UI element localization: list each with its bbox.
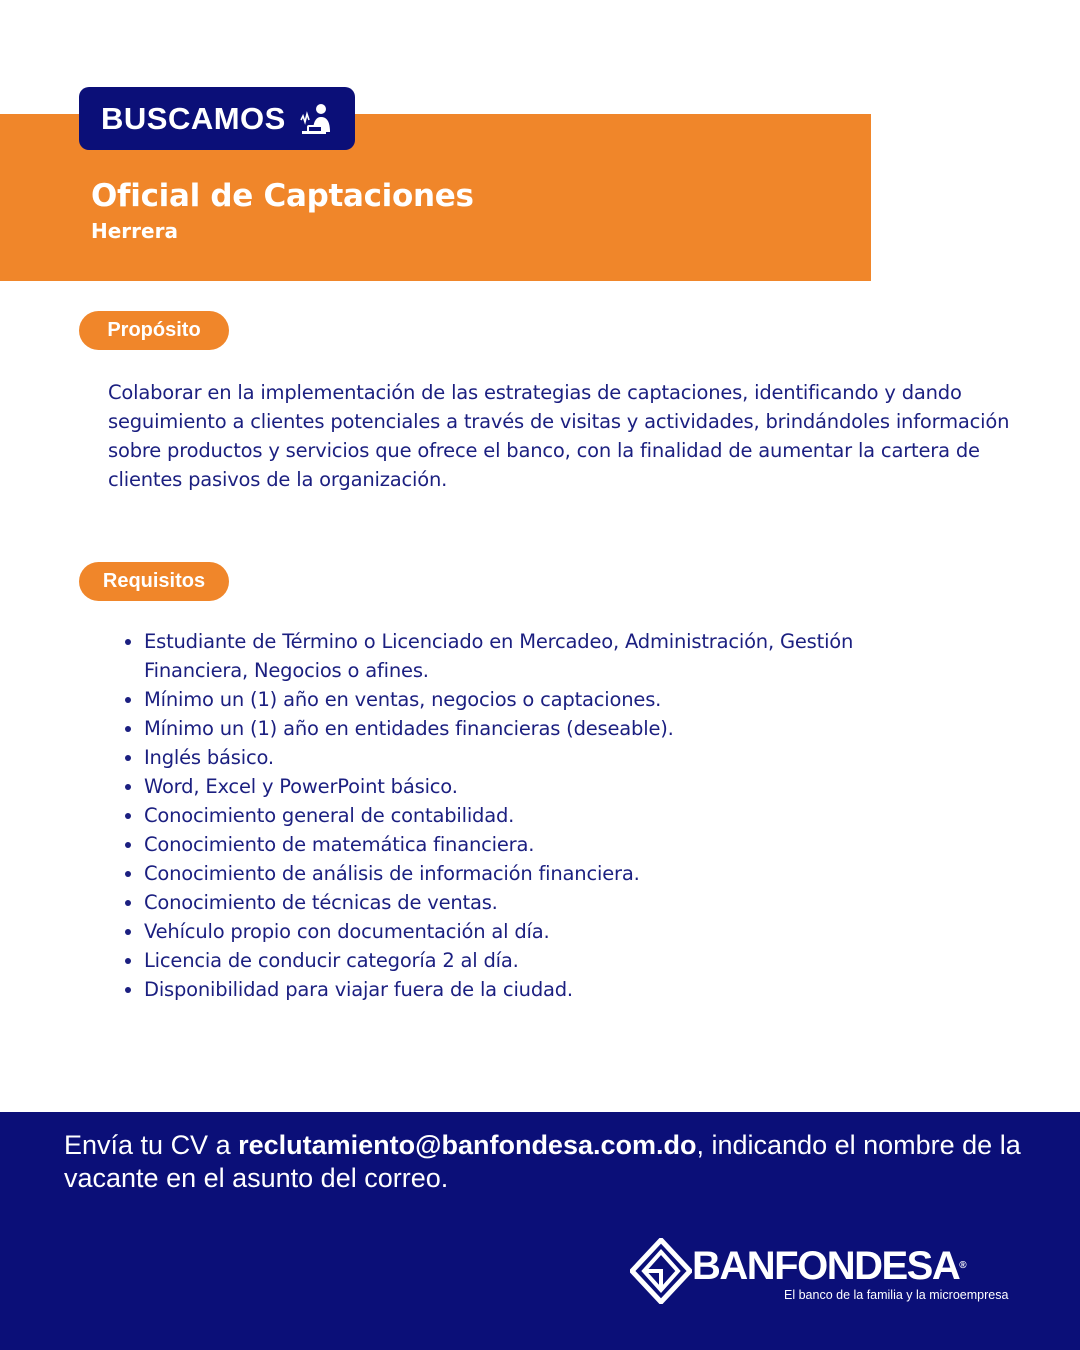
- brand-tagline: El banco de la familia y la microempresa: [784, 1288, 1009, 1302]
- job-title: Oficial de Captaciones: [91, 178, 474, 214]
- list-item: • Conocimiento general de contabilidad.: [144, 801, 928, 830]
- list-item: • Inglés básico.: [144, 743, 928, 772]
- list-item: • Licencia de conducir categoría 2 al día.: [144, 946, 928, 975]
- purpose-section-label: Propósito: [79, 311, 229, 350]
- list-item: • Conocimiento de análisis de información financiera.: [144, 859, 928, 888]
- banfondesa-logo: [630, 1238, 1010, 1308]
- cta-suffix: , indicando el nombre de la vacante en el asunto del correo.: [64, 1130, 1021, 1193]
- diamond-logo-icon: [630, 1238, 692, 1304]
- email-link[interactable]: reclutamiento@banfondesa.com.do: [238, 1130, 697, 1160]
- badge-label: BUSCAMOS: [101, 100, 286, 136]
- job-location: Herrera: [91, 219, 178, 243]
- buscamos-badge: [79, 87, 355, 150]
- list-item: • Conocimiento de técnicas de ventas.: [144, 888, 928, 917]
- list-item: • Estudiante de Término o Licenciado en Mercadeo, Administración, Gestión Financiera, Negocios o afines.: [144, 627, 928, 685]
- brand-name: BANFONDESA®: [692, 1244, 967, 1288]
- list-item: • Disponibilidad para viajar fuera de la ciudad.: [144, 975, 928, 1004]
- registered-mark: ®: [959, 1260, 967, 1271]
- requirements-list: [108, 627, 928, 1004]
- application-instructions: [64, 1129, 1024, 1195]
- requirements-section-label: Requisitos: [79, 562, 229, 601]
- person-at-laptop-icon: [298, 102, 334, 136]
- list-item: • Mínimo un (1) año en ventas, negocios o captaciones.: [144, 685, 928, 714]
- purpose-text: Colaborar en la implementación de las estrategias de captaciones, identificando y dando seguimiento a clientes potenciales a través de visitas y actividades, brindándoles información sobre productos y servicios que ofrece el banco, con la finalidad de aumentar la cartera de clientes pasivos de la organización.: [108, 381, 1010, 491]
- cta-prefix: Envía tu CV a: [64, 1130, 239, 1160]
- list-item: • Mínimo un (1) año en entidades financieras (deseable).: [144, 714, 928, 743]
- list-item: • Word, Excel y PowerPoint básico.: [144, 772, 928, 801]
- list-item: • Conocimiento de matemática financiera.: [144, 830, 928, 859]
- list-item: • Vehículo propio con documentación al día.: [144, 917, 928, 946]
